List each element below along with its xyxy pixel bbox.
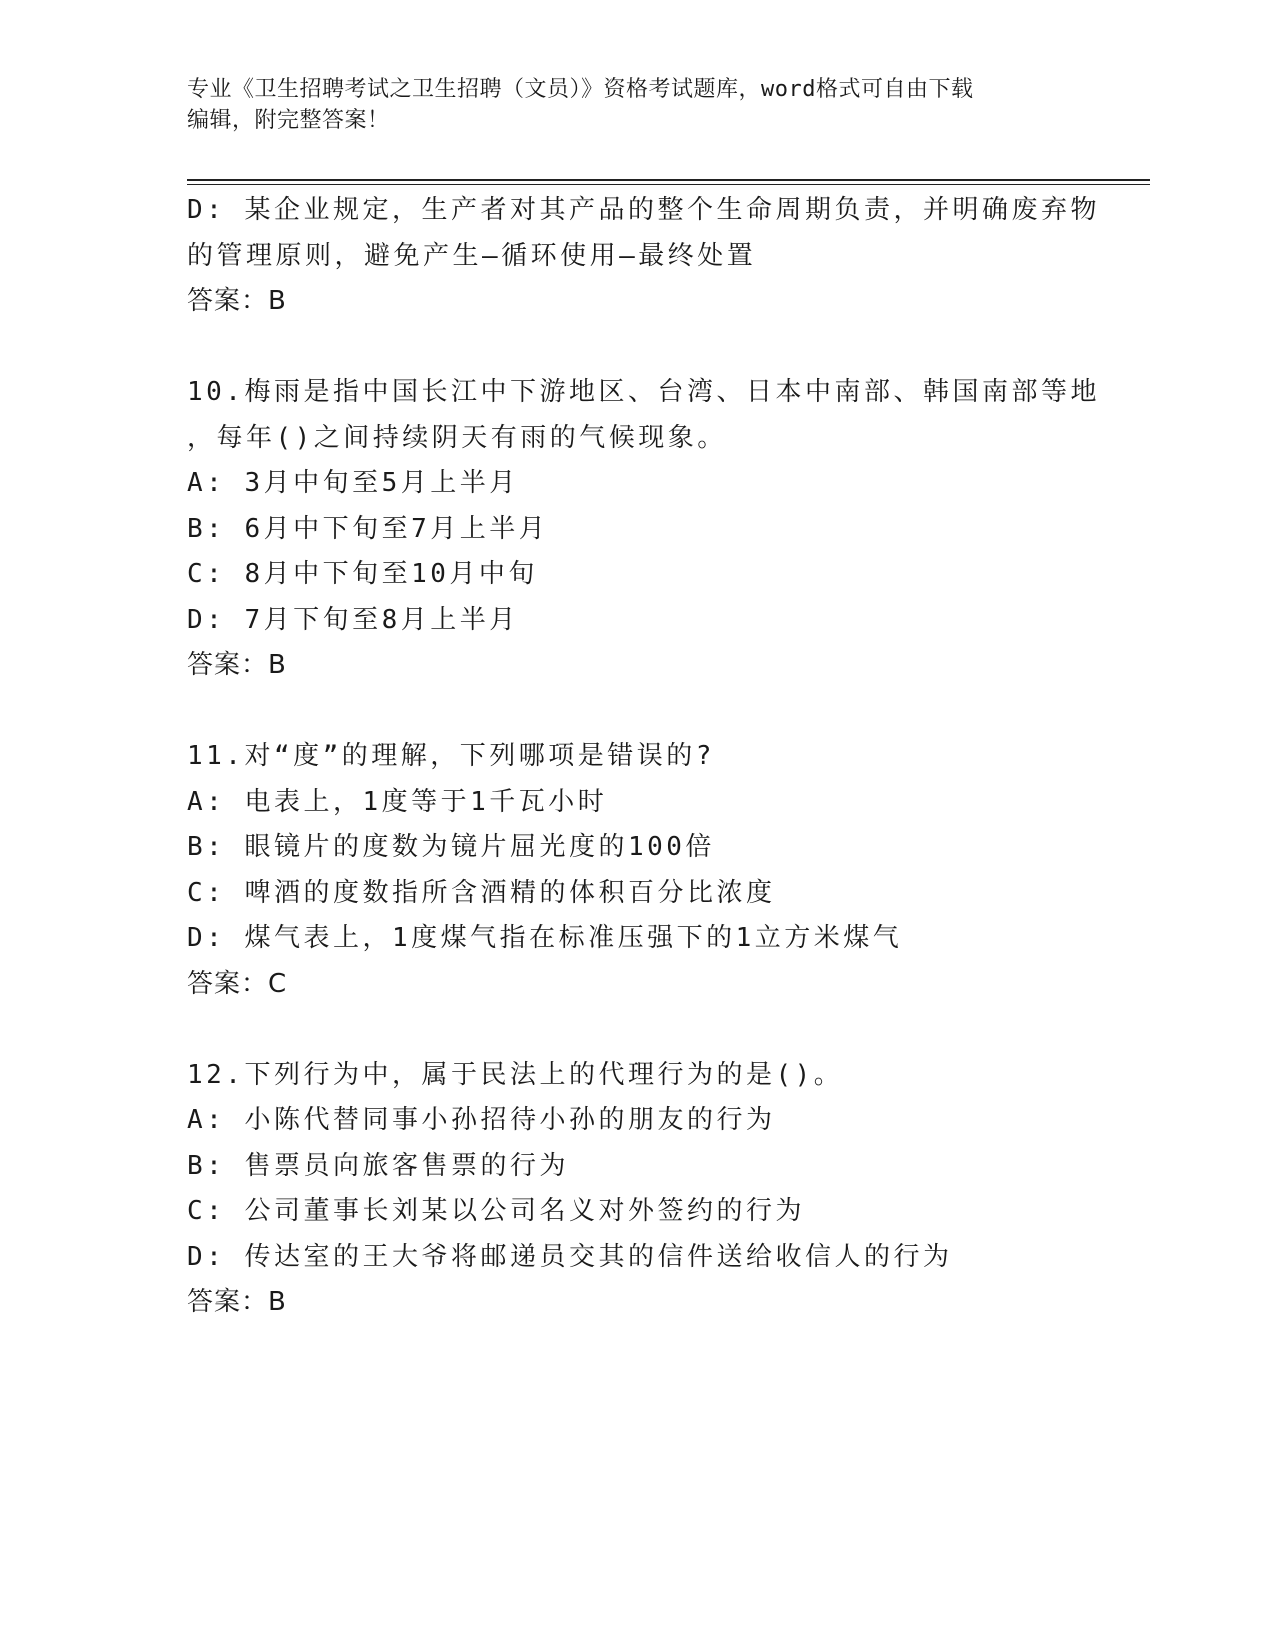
- option-d: D: 7月下旬至8月上半月: [187, 604, 519, 635]
- question-block-11: [187, 734, 1087, 1007]
- option-a: A: 3月中旬至5月上半月: [187, 468, 519, 498]
- header-divider-thin: [187, 184, 1150, 185]
- answer: 答案：B: [187, 286, 287, 316]
- question-stem-continued: ，每年()之间持续阴天有雨的气候现象。: [187, 422, 727, 453]
- answer: 答案：C: [187, 968, 288, 999]
- question-block-10: [187, 370, 1100, 689]
- answer: 答案：B: [187, 1287, 287, 1317]
- question-stem: 11.对“度”的理解，下列哪项是错误的?: [187, 741, 715, 771]
- option-a: A: 电表上，1度等于1千瓦小时: [187, 786, 608, 817]
- question-stem: 10.梅雨是指中国长江中下游地区、台湾、日本中南部、韩国南部等地: [187, 377, 1100, 407]
- option-c: C: 公司董事长刘某以公司名义对外签约的行为: [187, 1196, 805, 1226]
- option-d: D: 传达室的王大爷将邮递员交其的信件送给收信人的行为: [187, 1241, 953, 1272]
- option-a: A: 小陈代替同事小孙招待小孙的朋友的行为: [187, 1105, 776, 1135]
- option-d-continued: 的管理原则，避免产生—循环使用—最终处置: [187, 240, 757, 271]
- question-block-prev: [187, 188, 1100, 325]
- question-stem: 12.下列行为中，属于民法上的代理行为的是()。: [187, 1059, 844, 1090]
- option-c: C: 8月中下旬至10月中旬: [187, 559, 538, 589]
- answer: 答案：B: [187, 650, 287, 680]
- header-line-2: 编辑，附完整答案！: [187, 108, 390, 133]
- header-line-1: 专业《卫生招聘考试之卫生招聘（文员）》资格考试题库，word格式可自由下载: [187, 77, 974, 102]
- option-b: B: 眼镜片的度数为镜片屈光度的100倍: [187, 832, 715, 862]
- option-c: C: 啤酒的度数指所含酒精的体积百分比浓度: [187, 877, 776, 908]
- question-list: [187, 188, 1100, 1326]
- option-d: D: 某企业规定，生产者对其产品的整个生命周期负责，并明确废弃物: [187, 195, 1100, 225]
- question-block-12: [187, 1053, 1087, 1326]
- option-b: B: 售票员向旅客售票的行为: [187, 1150, 569, 1181]
- document-header: [187, 74, 1067, 136]
- option-b: B: 6月中下旬至7月上半月: [187, 513, 549, 544]
- header-divider-thick: [187, 179, 1150, 181]
- option-d: D: 煤气表上，1度煤气指在标准压强下的1立方米煤气: [187, 923, 903, 953]
